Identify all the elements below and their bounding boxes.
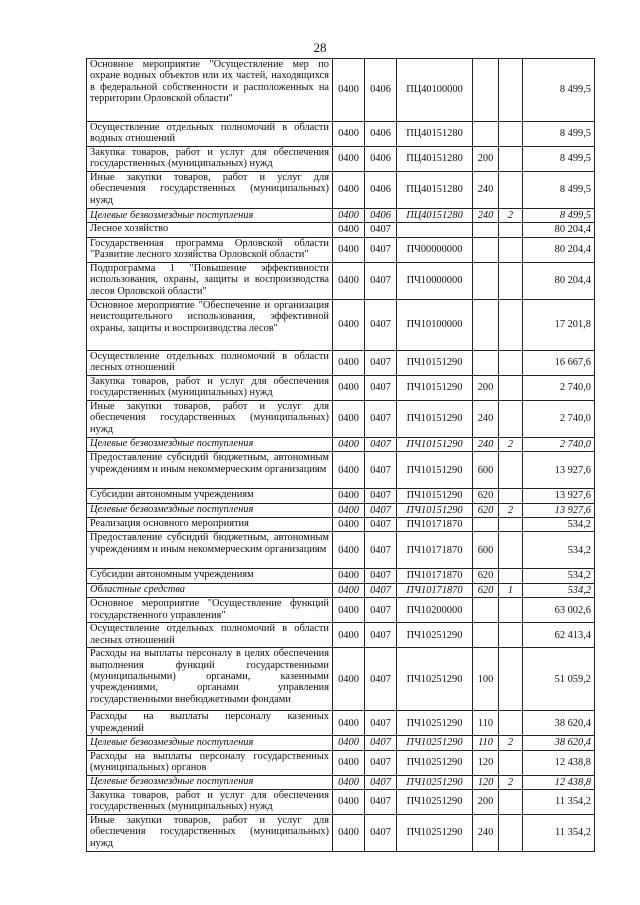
row-section-code: 0400 <box>333 237 365 262</box>
row-name: Закупка товаров, работ и услуг для обеспечения государственных (муниципальных) нужд <box>87 375 333 400</box>
row-section-code: 0400 <box>333 790 365 815</box>
row-target-article-code: ПЧ10200000 <box>397 598 473 623</box>
row-expense-type-code <box>473 598 499 623</box>
row-section-code: 0400 <box>333 400 365 437</box>
row-amount: 534,2 <box>523 532 595 569</box>
row-amount: 13 927,6 <box>523 489 595 503</box>
row-amount: 17 201,8 <box>523 299 595 350</box>
row-name: Закупка товаров, работ и услуг для обеспечения государственных (муниципальных) нужд <box>87 790 333 815</box>
row-expense-type-code: 240 <box>473 172 499 209</box>
row-expense-type-code: 100 <box>473 648 499 711</box>
row-subsection-code: 0407 <box>365 452 397 489</box>
row-expense-type-code: 620 <box>473 489 499 503</box>
row-funding-source-code <box>499 223 523 237</box>
table-row <box>87 172 595 209</box>
table-row <box>87 815 595 852</box>
row-target-article-code: ПЧ10251290 <box>397 815 473 852</box>
row-expense-type-code: 110 <box>473 736 499 750</box>
row-name: Иные закупки товаров, работ и услуг для обеспечения государственных (муниципальных) нужд <box>87 172 333 209</box>
row-funding-source-code <box>499 59 523 122</box>
row-subsection-code: 0407 <box>365 569 397 583</box>
row-funding-source-code <box>499 623 523 648</box>
row-expense-type-code: 200 <box>473 790 499 815</box>
row-amount: 534,2 <box>523 569 595 583</box>
row-amount: 51 059,2 <box>523 648 595 711</box>
row-subsection-code: 0407 <box>365 400 397 437</box>
row-subsection-code: 0407 <box>365 775 397 789</box>
row-expense-type-code: 620 <box>473 503 499 517</box>
row-amount: 2 740,0 <box>523 437 595 451</box>
table-row <box>87 223 595 237</box>
table-row <box>87 583 595 597</box>
row-name: Подпрограмма 1 "Повышение эффективности использования, охраны, защиты и воспроизводства лесов Орловской области" <box>87 262 333 299</box>
row-subsection-code: 0406 <box>365 147 397 172</box>
row-name: Целевые безвозмездные поступления <box>87 437 333 451</box>
row-section-code: 0400 <box>333 736 365 750</box>
row-expense-type-code: 620 <box>473 569 499 583</box>
row-name: Целевые безвозмездные поступления <box>87 209 333 223</box>
row-expense-type-code <box>473 350 499 375</box>
row-target-article-code: ПЧ10251290 <box>397 750 473 775</box>
row-section-code: 0400 <box>333 262 365 299</box>
row-subsection-code: 0407 <box>365 237 397 262</box>
row-name: Лесное хозяйство <box>87 223 333 237</box>
row-amount: 38 620,4 <box>523 711 595 736</box>
row-expense-type-code: 120 <box>473 750 499 775</box>
row-funding-source-code <box>499 122 523 147</box>
row-subsection-code: 0407 <box>365 711 397 736</box>
row-funding-source-code <box>499 598 523 623</box>
row-name: Расходы на выплаты персоналу казенных учреждений <box>87 711 333 736</box>
row-name: Иные закупки товаров, работ и услуг для обеспечения государственных (муниципальных) нужд <box>87 400 333 437</box>
row-amount: 8 499,5 <box>523 209 595 223</box>
row-target-article-code: ПЧ00000000 <box>397 237 473 262</box>
row-name: Закупка товаров, работ и услуг для обеспечения государственных (муниципальных) нужд <box>87 147 333 172</box>
table-row <box>87 598 595 623</box>
row-expense-type-code <box>473 518 499 532</box>
row-funding-source-code <box>499 350 523 375</box>
table-row <box>87 437 595 451</box>
row-amount: 12 438,8 <box>523 775 595 789</box>
row-expense-type-code: 240 <box>473 400 499 437</box>
row-funding-source-code <box>499 489 523 503</box>
row-section-code: 0400 <box>333 299 365 350</box>
row-funding-source-code <box>499 790 523 815</box>
row-subsection-code: 0406 <box>365 59 397 122</box>
row-section-code: 0400 <box>333 648 365 711</box>
row-amount: 38 620,4 <box>523 736 595 750</box>
table-row <box>87 503 595 517</box>
row-section-code: 0400 <box>333 569 365 583</box>
row-amount: 8 499,5 <box>523 59 595 122</box>
row-name: Основное мероприятие "Осуществление функций государственного управления" <box>87 598 333 623</box>
row-name: Расходы на выплаты персоналу в целях обеспечения выполнения функций государственными (муниципальными) органами, казенными учреждениями, органами управления государственными внебюджетными фондами <box>87 648 333 711</box>
row-subsection-code: 0406 <box>365 209 397 223</box>
row-subsection-code: 0407 <box>365 790 397 815</box>
row-funding-source-code <box>499 569 523 583</box>
row-expense-type-code <box>473 623 499 648</box>
table-row <box>87 209 595 223</box>
row-section-code: 0400 <box>333 623 365 648</box>
row-section-code: 0400 <box>333 598 365 623</box>
row-section-code: 0400 <box>333 59 365 122</box>
row-funding-source-code <box>499 750 523 775</box>
table-row <box>87 237 595 262</box>
table-row <box>87 775 595 789</box>
row-target-article-code: ПЧ10251290 <box>397 790 473 815</box>
table-row <box>87 400 595 437</box>
table-row <box>87 350 595 375</box>
row-funding-source-code <box>499 172 523 209</box>
row-expense-type-code: 240 <box>473 209 499 223</box>
row-expense-type-code: 120 <box>473 775 499 789</box>
row-expense-type-code: 240 <box>473 815 499 852</box>
row-expense-type-code: 240 <box>473 437 499 451</box>
row-amount: 2 740,0 <box>523 400 595 437</box>
row-expense-type-code <box>473 237 499 262</box>
row-subsection-code: 0407 <box>365 223 397 237</box>
row-funding-source-code <box>499 262 523 299</box>
row-section-code: 0400 <box>333 711 365 736</box>
row-target-article-code: ПЦ40151280 <box>397 122 473 147</box>
row-funding-source-code <box>499 237 523 262</box>
row-subsection-code: 0407 <box>365 350 397 375</box>
row-funding-source-code <box>499 815 523 852</box>
row-funding-source-code <box>499 375 523 400</box>
row-expense-type-code: 200 <box>473 147 499 172</box>
row-funding-source-code: 2 <box>499 503 523 517</box>
row-section-code: 0400 <box>333 147 365 172</box>
table-row <box>87 750 595 775</box>
row-target-article-code: ПЧ10171870 <box>397 583 473 597</box>
row-section-code: 0400 <box>333 122 365 147</box>
row-subsection-code: 0407 <box>365 532 397 569</box>
row-target-article-code: ПЧ10151290 <box>397 350 473 375</box>
row-target-article-code <box>397 223 473 237</box>
table-row <box>87 790 595 815</box>
row-amount: 534,2 <box>523 518 595 532</box>
row-subsection-code: 0407 <box>365 598 397 623</box>
row-amount: 11 354,2 <box>523 815 595 852</box>
row-target-article-code: ПЧ10251290 <box>397 711 473 736</box>
row-funding-source-code <box>499 518 523 532</box>
row-target-article-code: ПЧ10171870 <box>397 569 473 583</box>
row-section-code: 0400 <box>333 452 365 489</box>
row-funding-source-code: 2 <box>499 437 523 451</box>
row-funding-source-code <box>499 452 523 489</box>
table-row <box>87 147 595 172</box>
table-row <box>87 122 595 147</box>
row-expense-type-code <box>473 299 499 350</box>
table-row <box>87 623 595 648</box>
row-name: Основное мероприятие "Обеспечение и организация неистощительного использования, эффективной охраны, защиты и воспроизводства лесов" <box>87 299 333 350</box>
row-funding-source-code <box>499 299 523 350</box>
row-subsection-code: 0407 <box>365 503 397 517</box>
row-name: Предоставление субсидий бюджетным, автономным учреждениям и иным некоммерческим организациям <box>87 532 333 569</box>
row-funding-source-code: 2 <box>499 736 523 750</box>
row-amount: 16 667,6 <box>523 350 595 375</box>
row-subsection-code: 0407 <box>365 648 397 711</box>
row-expense-type-code <box>473 223 499 237</box>
row-name: Целевые безвозмездные поступления <box>87 775 333 789</box>
table-row <box>87 262 595 299</box>
row-subsection-code: 0407 <box>365 437 397 451</box>
row-section-code: 0400 <box>333 583 365 597</box>
row-amount: 13 927,6 <box>523 503 595 517</box>
table-row <box>87 648 595 711</box>
row-subsection-code: 0407 <box>365 375 397 400</box>
row-subsection-code: 0407 <box>365 518 397 532</box>
row-name: Осуществление отдельных полномочий в области водных отношений <box>87 122 333 147</box>
row-amount: 11 354,2 <box>523 790 595 815</box>
row-target-article-code: ПЧ10151290 <box>397 400 473 437</box>
row-target-article-code: ПЧ10151290 <box>397 452 473 489</box>
row-amount: 534,2 <box>523 583 595 597</box>
table-row <box>87 59 595 122</box>
row-name: Субсидии автономным учреждениям <box>87 489 333 503</box>
row-funding-source-code <box>499 532 523 569</box>
row-subsection-code: 0407 <box>365 489 397 503</box>
row-name: Субсидии автономным учреждениям <box>87 569 333 583</box>
row-section-code: 0400 <box>333 815 365 852</box>
row-funding-source-code: 1 <box>499 583 523 597</box>
row-funding-source-code <box>499 400 523 437</box>
row-target-article-code: ПЧ10100000 <box>397 299 473 350</box>
row-name: Расходы на выплаты персоналу государственных (муниципальных) органов <box>87 750 333 775</box>
table-row <box>87 375 595 400</box>
row-amount: 62 413,4 <box>523 623 595 648</box>
row-section-code: 0400 <box>333 223 365 237</box>
row-subsection-code: 0406 <box>365 172 397 209</box>
row-subsection-code: 0407 <box>365 262 397 299</box>
budget-table <box>86 58 595 852</box>
row-funding-source-code: 2 <box>499 209 523 223</box>
row-amount: 12 438,8 <box>523 750 595 775</box>
row-name: Предоставление субсидий бюджетным, автономным учреждениям и иным некоммерческим организациям <box>87 452 333 489</box>
table-row <box>87 452 595 489</box>
row-subsection-code: 0407 <box>365 736 397 750</box>
row-expense-type-code: 600 <box>473 452 499 489</box>
row-amount: 80 204,4 <box>523 223 595 237</box>
row-funding-source-code <box>499 147 523 172</box>
row-expense-type-code <box>473 122 499 147</box>
row-name: Целевые безвозмездные поступления <box>87 736 333 750</box>
row-expense-type-code: 200 <box>473 375 499 400</box>
row-expense-type-code: 600 <box>473 532 499 569</box>
row-name: Государственная программа Орловской области "Развитие лесного хозяйства Орловской области" <box>87 237 333 262</box>
budget-table-body <box>87 59 595 852</box>
row-subsection-code: 0406 <box>365 122 397 147</box>
row-name: Реализация основного мероприятия <box>87 518 333 532</box>
row-target-article-code: ПЧ10251290 <box>397 775 473 789</box>
row-section-code: 0400 <box>333 503 365 517</box>
page-number: 28 <box>313 40 327 55</box>
row-target-article-code: ПЦ40151280 <box>397 209 473 223</box>
table-row <box>87 299 595 350</box>
row-target-article-code: ПЧ10171870 <box>397 532 473 569</box>
table-row <box>87 518 595 532</box>
row-section-code: 0400 <box>333 750 365 775</box>
table-row <box>87 489 595 503</box>
row-funding-source-code <box>499 648 523 711</box>
row-subsection-code: 0407 <box>365 623 397 648</box>
row-amount: 80 204,4 <box>523 237 595 262</box>
table-row <box>87 569 595 583</box>
row-subsection-code: 0407 <box>365 815 397 852</box>
row-subsection-code: 0407 <box>365 583 397 597</box>
row-amount: 13 927,6 <box>523 452 595 489</box>
row-name: Целевые безвозмездные поступления <box>87 503 333 517</box>
row-section-code: 0400 <box>333 489 365 503</box>
row-target-article-code: ПЧ10151290 <box>397 375 473 400</box>
table-row <box>87 711 595 736</box>
row-target-article-code: ПЧ10151290 <box>397 503 473 517</box>
row-name: Осуществление отдельных полномочий в области лесных отношений <box>87 623 333 648</box>
row-section-code: 0400 <box>333 437 365 451</box>
row-section-code: 0400 <box>333 209 365 223</box>
row-target-article-code: ПЦ40100000 <box>397 59 473 122</box>
row-amount: 63 002,6 <box>523 598 595 623</box>
row-target-article-code: ПЧ10251290 <box>397 648 473 711</box>
row-funding-source-code <box>499 711 523 736</box>
row-amount: 8 499,5 <box>523 172 595 209</box>
row-subsection-code: 0407 <box>365 750 397 775</box>
row-section-code: 0400 <box>333 518 365 532</box>
row-target-article-code: ПЧ10171870 <box>397 518 473 532</box>
row-funding-source-code: 2 <box>499 775 523 789</box>
row-name: Основное мероприятие "Осуществление мер по охране водных объектов или их частей, находящихся в федеральной собственности и расположенных на территории Орловской области" <box>87 59 333 122</box>
row-target-article-code: ПЧ10251290 <box>397 623 473 648</box>
row-target-article-code: ПЧ10151290 <box>397 437 473 451</box>
row-target-article-code: ПЧ10000000 <box>397 262 473 299</box>
row-expense-type-code: 620 <box>473 583 499 597</box>
row-section-code: 0400 <box>333 172 365 209</box>
row-section-code: 0400 <box>333 532 365 569</box>
row-amount: 8 499,5 <box>523 147 595 172</box>
row-section-code: 0400 <box>333 350 365 375</box>
row-expense-type-code <box>473 262 499 299</box>
row-name: Иные закупки товаров, работ и услуг для обеспечения государственных (муниципальных) нужд <box>87 815 333 852</box>
row-expense-type-code <box>473 59 499 122</box>
row-section-code: 0400 <box>333 775 365 789</box>
row-target-article-code: ПЧ10151290 <box>397 489 473 503</box>
row-subsection-code: 0407 <box>365 299 397 350</box>
row-name: Осуществление отдельных полномочий в области лесных отношений <box>87 350 333 375</box>
row-expense-type-code: 110 <box>473 711 499 736</box>
row-target-article-code: ПЦ40151280 <box>397 172 473 209</box>
row-amount: 80 204,4 <box>523 262 595 299</box>
row-section-code: 0400 <box>333 375 365 400</box>
row-amount: 8 499,5 <box>523 122 595 147</box>
table-row <box>87 736 595 750</box>
table-row <box>87 532 595 569</box>
row-target-article-code: ПЧ10251290 <box>397 736 473 750</box>
row-name: Областные средства <box>87 583 333 597</box>
row-amount: 2 740,0 <box>523 375 595 400</box>
row-target-article-code: ПЦ40151280 <box>397 147 473 172</box>
